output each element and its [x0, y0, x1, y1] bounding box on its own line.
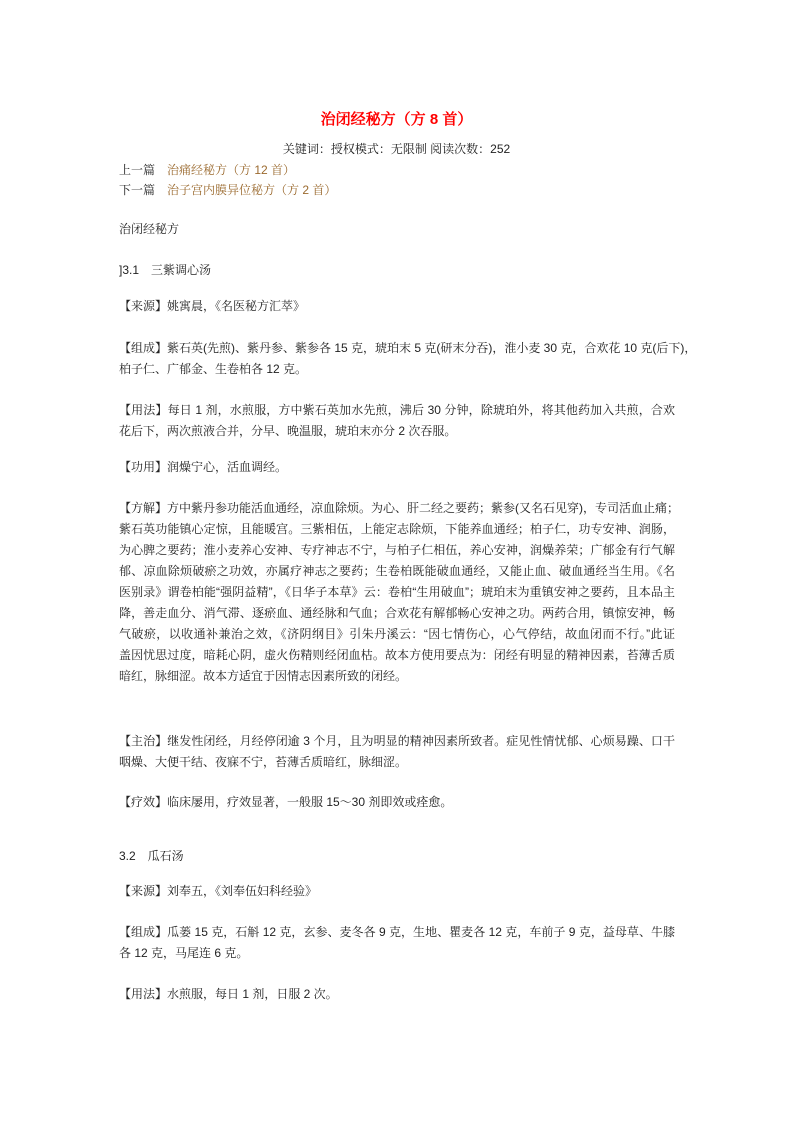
- text-line: 各 12 克，马尾连 6 克。: [119, 946, 249, 960]
- recipe-1-efficacy: [119, 792, 675, 813]
- recipe-title-2: 3.2 瓜石汤: [119, 849, 184, 863]
- page-title: 治闭经秘方（方 8 首）: [320, 111, 473, 128]
- next-article-link[interactable]: 治子宫内膜异位秘方（方 2 首）: [167, 183, 337, 197]
- recipe-1-source: [119, 296, 675, 317]
- text-line: 咽燥、大便干结、夜寐不宁，苔薄舌质暗红，脉细涩。: [119, 755, 408, 769]
- text-line: 降，善走血分、消气滞、逐瘀血、通经脉和气血；合欢花有解郁畅心安神之功。两药合用，镇惊安神，畅: [119, 606, 675, 620]
- prev-article-link[interactable]: 治痛经秘方（方 12 首）: [167, 163, 296, 177]
- text-line: 【来源】姚寓晨，《名医秘方汇萃》: [119, 299, 306, 313]
- text-line: 【来源】刘奉五，《刘奉伍妇科经验》: [119, 884, 318, 898]
- next-label: 下一篇: [119, 183, 156, 197]
- text-line: 盖因忧思过度，暗耗心阴，虚火伤精则经闭血枯。故本方使用要点为：闭经有明显的精神因素，苔薄舌质: [119, 648, 675, 662]
- recipe-1-function: [119, 457, 675, 478]
- recipe-2-composition: [119, 922, 675, 964]
- text-line: 郁、凉血除烦破瘀之功效，亦属疗神志之要药；生卷柏既能破血通经，又能止血、破血通经当生用。《名: [119, 564, 675, 578]
- text-line: 【方解】方中紫丹参功能活血通经，凉血除烦。为心、肝二经之要药；紫参(又名石见穿)，专司活血止痛；: [119, 501, 679, 515]
- text-line: 暗红，脉细涩。故本方适宜于因情志因素所致的闭经。: [119, 669, 408, 683]
- text-line: 【功用】润燥宁心，活血调经。: [119, 460, 288, 474]
- text-line: 【疗效】临床屡用，疗效显著，一般服 15～30 剂即效或痊愈。: [119, 795, 453, 809]
- prev-label: 上一篇: [119, 163, 156, 177]
- text-line: 【用法】水煎服，每日 1 剂，日服 2 次。: [119, 987, 338, 1001]
- text-line: 花后下，两次煎液合并，分早、晚温服，琥珀末亦分 2 次吞服。: [119, 424, 457, 438]
- recipe-2-usage: [119, 984, 675, 1005]
- text-line: 【组成】紫石英(先煎)、紫丹参、紫参各 15 克，琥珀末 5 克(研末分吞)，淮小麦 30 克，合欢花 10 克(后下)，: [119, 341, 697, 355]
- section-heading: 治闭经秘方: [119, 222, 180, 236]
- text-line: 医别录》谓卷柏能“强阴益精”，《日华子本草》云：卷柏“生用破血”；琥珀末为重镇安神之要药，且本品主: [119, 585, 675, 599]
- recipe-1-indication: [119, 731, 675, 773]
- recipe-2-source: [119, 881, 675, 902]
- recipe-1-usage: [119, 400, 675, 442]
- text-line: 【主治】继发性闭经，月经停闭逾 3 个月，且为明显的精神因素所致者。症见性情忧郁、心烦易躁、口干: [119, 734, 675, 748]
- recipe-1-composition: [119, 338, 697, 380]
- article-meta: 关键词：授权模式：无限制 阅读次数：252: [282, 142, 511, 156]
- recipe-1-explanation: [119, 498, 679, 687]
- recipe-title-1: ]3.1 三紫调心汤: [119, 263, 212, 277]
- text-line: 为心脾之要药；淮小麦养心安神、专疗神志不宁，与柏子仁相伍，养心安神，润燥养荣；广郁金有行气解: [119, 543, 675, 557]
- text-line: 紫石英功能镇心定惊，且能暖宫。三紫相伍，上能定志除烦，下能养血通经；柏子仁，功专安神、润肠，: [119, 522, 675, 536]
- text-line: 【用法】每日 1 剂，水煎服，方中紫石英加水先煎，沸后 30 分钟，除琥珀外，将其他药加入共煎，合欢: [119, 403, 675, 417]
- text-line: 【组成】瓜蒌 15 克，石斛 12 克，玄参、麦冬各 9 克，生地、瞿麦各 12 克，车前子 9 克，益母草、牛膝: [119, 925, 675, 939]
- text-line: 气破瘀，以收通补兼治之效，《济阴纲目》引朱丹溪云：“因七情伤心，心气停结，故血闭而不行。”此证: [119, 627, 675, 641]
- next-article: [119, 181, 336, 198]
- text-line: 柏子仁、广郁金、生卷柏各 12 克。: [119, 362, 308, 376]
- prev-article: [119, 161, 295, 178]
